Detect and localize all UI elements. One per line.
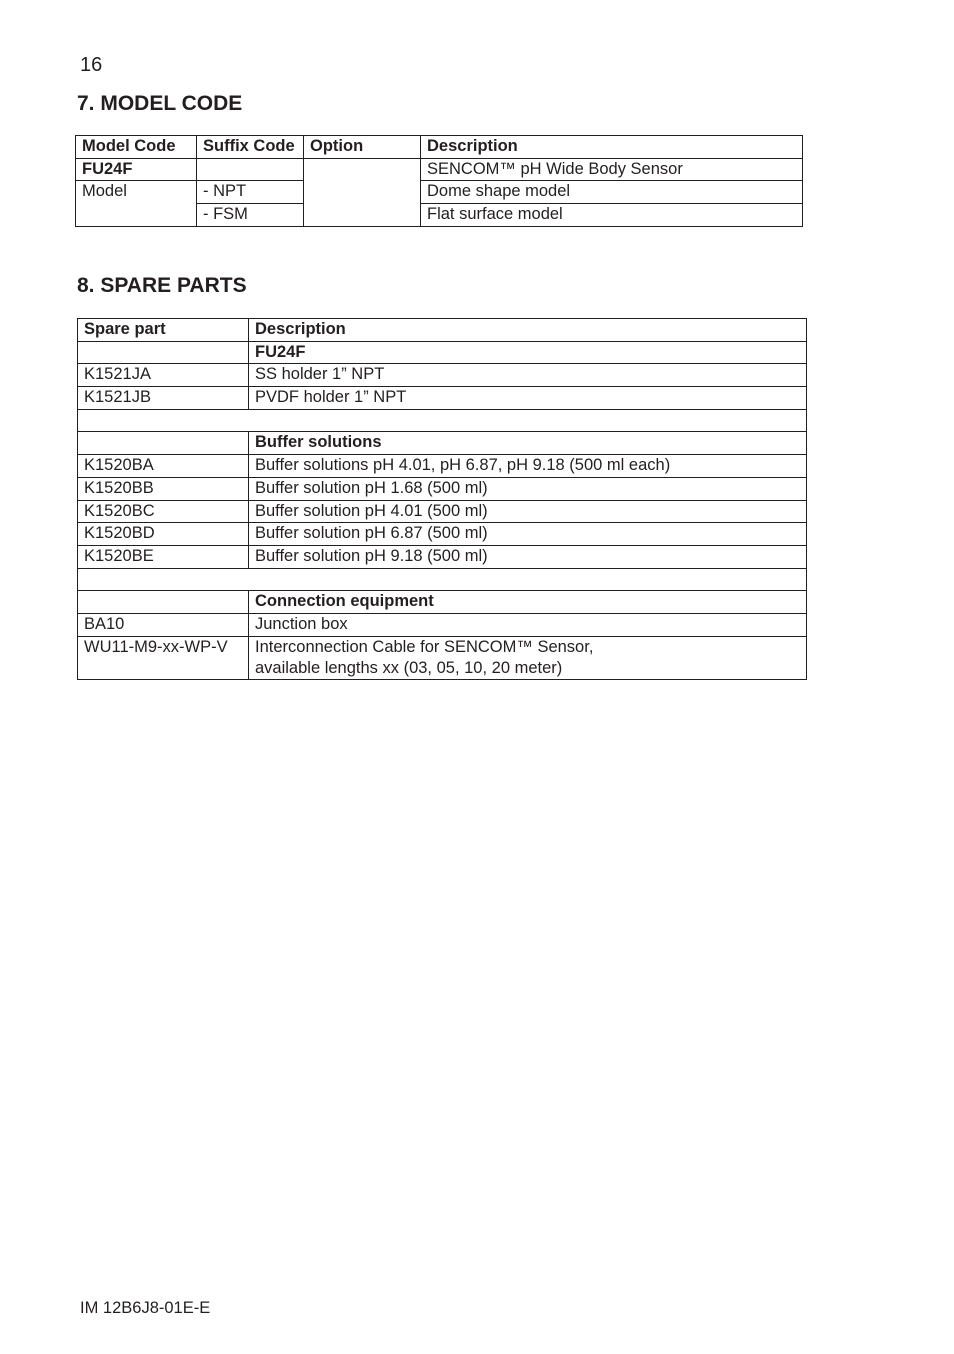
header-description: Description — [249, 319, 807, 342]
part-description: Buffer solution pH 4.01 (500 ml) — [249, 500, 807, 523]
table-row — [76, 158, 803, 181]
group-title: Buffer solutions — [249, 432, 807, 455]
group-title: FU24F — [249, 341, 807, 364]
part-number: K1520BE — [78, 545, 249, 568]
description-cell: SENCOM™ pH Wide Body Sensor — [421, 158, 803, 181]
empty-cell — [78, 409, 807, 432]
description-cell: Dome shape model — [421, 181, 803, 204]
document-code-footer: IM 12B6J8-01E-E — [80, 1299, 211, 1317]
table-row — [78, 613, 807, 636]
part-number: K1520BD — [78, 523, 249, 546]
page-number: 16 — [80, 54, 103, 76]
empty-cell — [78, 432, 249, 455]
part-description: Buffer solution pH 6.87 (500 ml) — [249, 523, 807, 546]
part-description: Junction box — [249, 613, 807, 636]
part-number: K1520BC — [78, 500, 249, 523]
spacer-row — [78, 409, 807, 432]
model-code-cell: Model — [76, 181, 197, 226]
description-cell: Flat surface model — [421, 204, 803, 227]
part-number: K1520BB — [78, 477, 249, 500]
section-title-model-code: 7. MODEL CODE — [77, 92, 243, 115]
header-option: Option — [304, 136, 421, 159]
suffix-cell: - NPT — [197, 181, 304, 204]
part-number: K1520BA — [78, 455, 249, 478]
spacer-row — [78, 568, 807, 591]
part-description: Buffer solutions pH 4.01, pH 6.87, pH 9.18 (500 ml each) — [249, 455, 807, 478]
part-number: K1521JB — [78, 387, 249, 410]
header-suffix-code: Suffix Code — [197, 136, 304, 159]
empty-cell — [78, 568, 807, 591]
description-line-1: Interconnection Cable for SENCOM™ Sensor, — [255, 637, 594, 656]
spare-parts-table — [77, 318, 807, 680]
suffix-cell — [197, 158, 304, 181]
model-code-cell: FU24F — [76, 158, 197, 181]
section-title-spare-parts: 8. SPARE PARTS — [77, 274, 247, 297]
group-title: Connection equipment — [249, 591, 807, 614]
table-row — [78, 636, 807, 679]
table-header-row — [78, 319, 807, 342]
part-description: Buffer solution pH 1.68 (500 ml) — [249, 477, 807, 500]
group-header-row — [78, 341, 807, 364]
header-description: Description — [421, 136, 803, 159]
part-description: SS holder 1” NPT — [249, 364, 807, 387]
part-description — [249, 636, 807, 679]
empty-cell — [78, 341, 249, 364]
part-number: WU11-M9-xx-WP-V — [78, 636, 249, 679]
table-row — [78, 364, 807, 387]
model-code-table — [75, 135, 803, 227]
suffix-cell: - FSM — [197, 204, 304, 227]
table-header-row — [76, 136, 803, 159]
empty-cell — [78, 591, 249, 614]
option-cell — [304, 158, 421, 226]
table-row — [76, 181, 803, 204]
group-header-row — [78, 432, 807, 455]
part-description: Buffer solution pH 9.18 (500 ml) — [249, 545, 807, 568]
table-row — [78, 500, 807, 523]
part-number: K1521JA — [78, 364, 249, 387]
header-model-code: Model Code — [76, 136, 197, 159]
table-row — [78, 387, 807, 410]
table-row — [78, 477, 807, 500]
part-description: PVDF holder 1” NPT — [249, 387, 807, 410]
part-number: BA10 — [78, 613, 249, 636]
table-row — [78, 523, 807, 546]
description-line-2: available lengths xx (03, 05, 10, 20 meter) — [255, 658, 563, 677]
table-row — [78, 545, 807, 568]
group-header-row — [78, 591, 807, 614]
table-row — [78, 455, 807, 478]
header-spare-part: Spare part — [78, 319, 249, 342]
